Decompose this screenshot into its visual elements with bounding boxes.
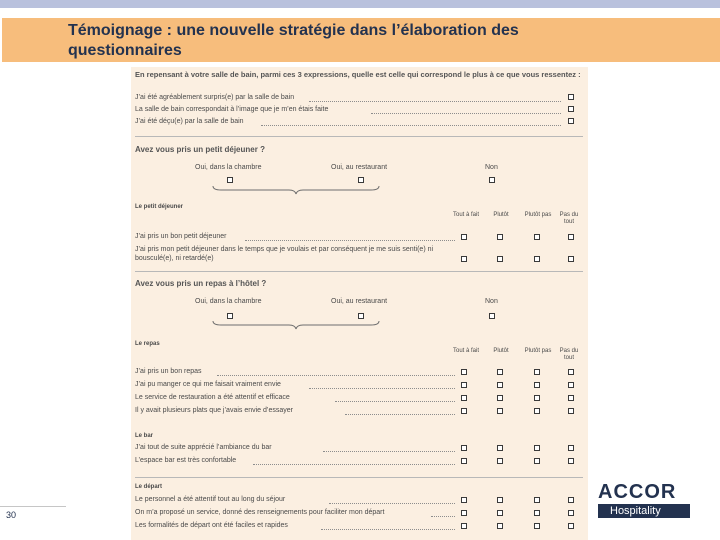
option-label: La salle de bain correspondait à l’image que je m’en étais faite	[135, 106, 329, 113]
scale-label: Tout à fait	[452, 212, 479, 218]
footer-rule	[0, 506, 66, 507]
top-strip	[0, 0, 720, 8]
item-label: Le service de restauration a été attentif et efficace	[135, 394, 290, 401]
checkbox[interactable]	[461, 408, 467, 414]
checkbox[interactable]	[534, 523, 540, 529]
scale-label: Plutôt pas	[524, 212, 552, 218]
leader-dots	[335, 401, 455, 402]
checkbox[interactable]	[461, 458, 467, 464]
item-label: L’espace bar est très confortable	[135, 457, 237, 464]
option-label: J’ai été déçu(e) par la salle de bain	[135, 118, 244, 125]
leader-dots	[261, 125, 561, 126]
section-title-breakfast: Le petit déjeuner	[135, 204, 184, 210]
checkbox[interactable]	[497, 523, 503, 529]
item-label: J’ai pris mon petit déjeuner dans le temps que je voulais et par conséquent je me suis senti(e) ni bousculé(e), ni retardé(e)	[135, 246, 434, 262]
checkbox[interactable]	[497, 445, 503, 451]
checkbox[interactable]	[568, 256, 574, 262]
leader-dots	[309, 101, 561, 102]
accor-logo	[598, 482, 690, 520]
checkbox[interactable]	[568, 408, 574, 414]
section-title-depart: Le départ	[135, 484, 163, 490]
checkbox[interactable]	[227, 177, 233, 183]
checkbox[interactable]	[461, 234, 467, 240]
leader-dots	[245, 240, 455, 241]
slide-title: Témoignage : une nouvelle stratégie dans l’élaboration des questionnaires	[68, 22, 519, 59]
satisfaction-question: En repensant à votre salle de bain, parmi ces 3 expressions, quelle est celle qui correspond le plus à ce que vous ressentez :	[135, 70, 581, 79]
checkbox[interactable]	[497, 497, 503, 503]
checkbox[interactable]	[568, 497, 574, 503]
item-label: J’ai pris un bon petit déjeuner	[135, 233, 227, 240]
scale-label: Plutôt	[493, 212, 509, 218]
leader-dots	[323, 451, 455, 452]
divider	[135, 271, 583, 272]
checkbox[interactable]	[568, 458, 574, 464]
checkbox[interactable]	[534, 408, 540, 414]
checkbox[interactable]	[489, 177, 495, 183]
section-title-repas: Le repas	[135, 341, 160, 347]
checkbox[interactable]	[568, 369, 574, 375]
checkbox[interactable]	[568, 445, 574, 451]
checkbox[interactable]	[497, 458, 503, 464]
divider	[135, 477, 583, 478]
scale-label: Pas du tout	[559, 348, 579, 361]
leader-dots	[253, 464, 455, 465]
grouping-brace	[211, 319, 381, 331]
leader-dots	[329, 503, 455, 504]
option-label: J’ai été agréablement surpris(e) par la salle de bain	[135, 94, 295, 101]
checkbox[interactable]	[568, 382, 574, 388]
questionnaire-sheet	[131, 67, 588, 540]
option-label: Oui, au restaurant	[331, 164, 388, 171]
option-label: Oui, au restaurant	[331, 298, 388, 305]
logo-brand: ACCOR	[598, 481, 677, 503]
item-label: Les formalités de départ ont été faciles et rapides	[135, 522, 288, 529]
leader-dots	[345, 414, 455, 415]
checkbox[interactable]	[461, 523, 467, 529]
leader-dots	[321, 529, 455, 530]
grouping-brace	[211, 184, 381, 196]
checkbox[interactable]	[461, 369, 467, 375]
checkbox[interactable]	[497, 382, 503, 388]
checkbox[interactable]	[497, 510, 503, 516]
leader-dots	[371, 113, 561, 114]
checkbox[interactable]	[497, 234, 503, 240]
checkbox[interactable]	[461, 256, 467, 262]
checkbox[interactable]	[534, 382, 540, 388]
checkbox[interactable]	[568, 523, 574, 529]
checkbox[interactable]	[461, 497, 467, 503]
checkbox[interactable]	[534, 369, 540, 375]
checkbox[interactable]	[568, 106, 574, 112]
checkbox[interactable]	[534, 395, 540, 401]
item-label: Le personnel a été attentif tout au long du séjour	[135, 496, 286, 503]
checkbox[interactable]	[461, 510, 467, 516]
option-label: Oui, dans la chambre	[195, 298, 262, 305]
checkbox[interactable]	[489, 313, 495, 319]
checkbox[interactable]	[534, 458, 540, 464]
item-label: J’ai pu manger ce qui me faisait vraiment envie	[135, 381, 281, 388]
checkbox[interactable]	[497, 395, 503, 401]
checkbox[interactable]	[497, 369, 503, 375]
checkbox[interactable]	[497, 256, 503, 262]
option-label: Oui, dans la chambre	[195, 164, 262, 171]
section-title-bar: Le bar	[135, 433, 154, 439]
checkbox[interactable]	[534, 445, 540, 451]
checkbox[interactable]	[461, 395, 467, 401]
option-label: Non	[485, 164, 498, 171]
divider	[135, 136, 583, 137]
checkbox[interactable]	[461, 382, 467, 388]
checkbox[interactable]	[497, 408, 503, 414]
checkbox[interactable]	[568, 94, 574, 100]
item-label: On m’a proposé un service, donné des renseignements pour faciliter mon départ	[135, 509, 385, 516]
leader-dots	[431, 516, 455, 517]
checkbox[interactable]	[534, 510, 540, 516]
checkbox[interactable]	[534, 234, 540, 240]
leader-dots	[217, 375, 455, 376]
breakfast-question: Avez vous pris un petit déjeuner ?	[135, 145, 265, 154]
checkbox[interactable]	[568, 510, 574, 516]
checkbox[interactable]	[534, 256, 540, 262]
checkbox[interactable]	[568, 118, 574, 124]
checkbox[interactable]	[568, 395, 574, 401]
page-number: 30	[6, 510, 17, 520]
item-label: Il y avait plusieurs plats que j’avais envie d’essayer	[135, 407, 293, 414]
scale-label: Tout à fait	[452, 348, 479, 354]
scale-label: Pas du tout	[559, 212, 579, 225]
scale-label: Plutôt pas	[524, 348, 552, 354]
checkbox[interactable]	[461, 445, 467, 451]
checkbox[interactable]	[568, 234, 574, 240]
checkbox[interactable]	[358, 177, 364, 183]
scale-label: Plutôt	[493, 348, 509, 354]
leader-dots	[309, 388, 455, 389]
checkbox[interactable]	[534, 497, 540, 503]
meal-question: Avez vous pris un repas à l’hôtel ?	[135, 279, 267, 288]
item-label: J’ai pris un bon repas	[135, 368, 202, 375]
option-label: Non	[485, 298, 498, 305]
logo-tagline: Hospitality	[598, 504, 690, 518]
item-label: J’ai tout de suite apprécié l’ambiance du bar	[135, 444, 272, 451]
